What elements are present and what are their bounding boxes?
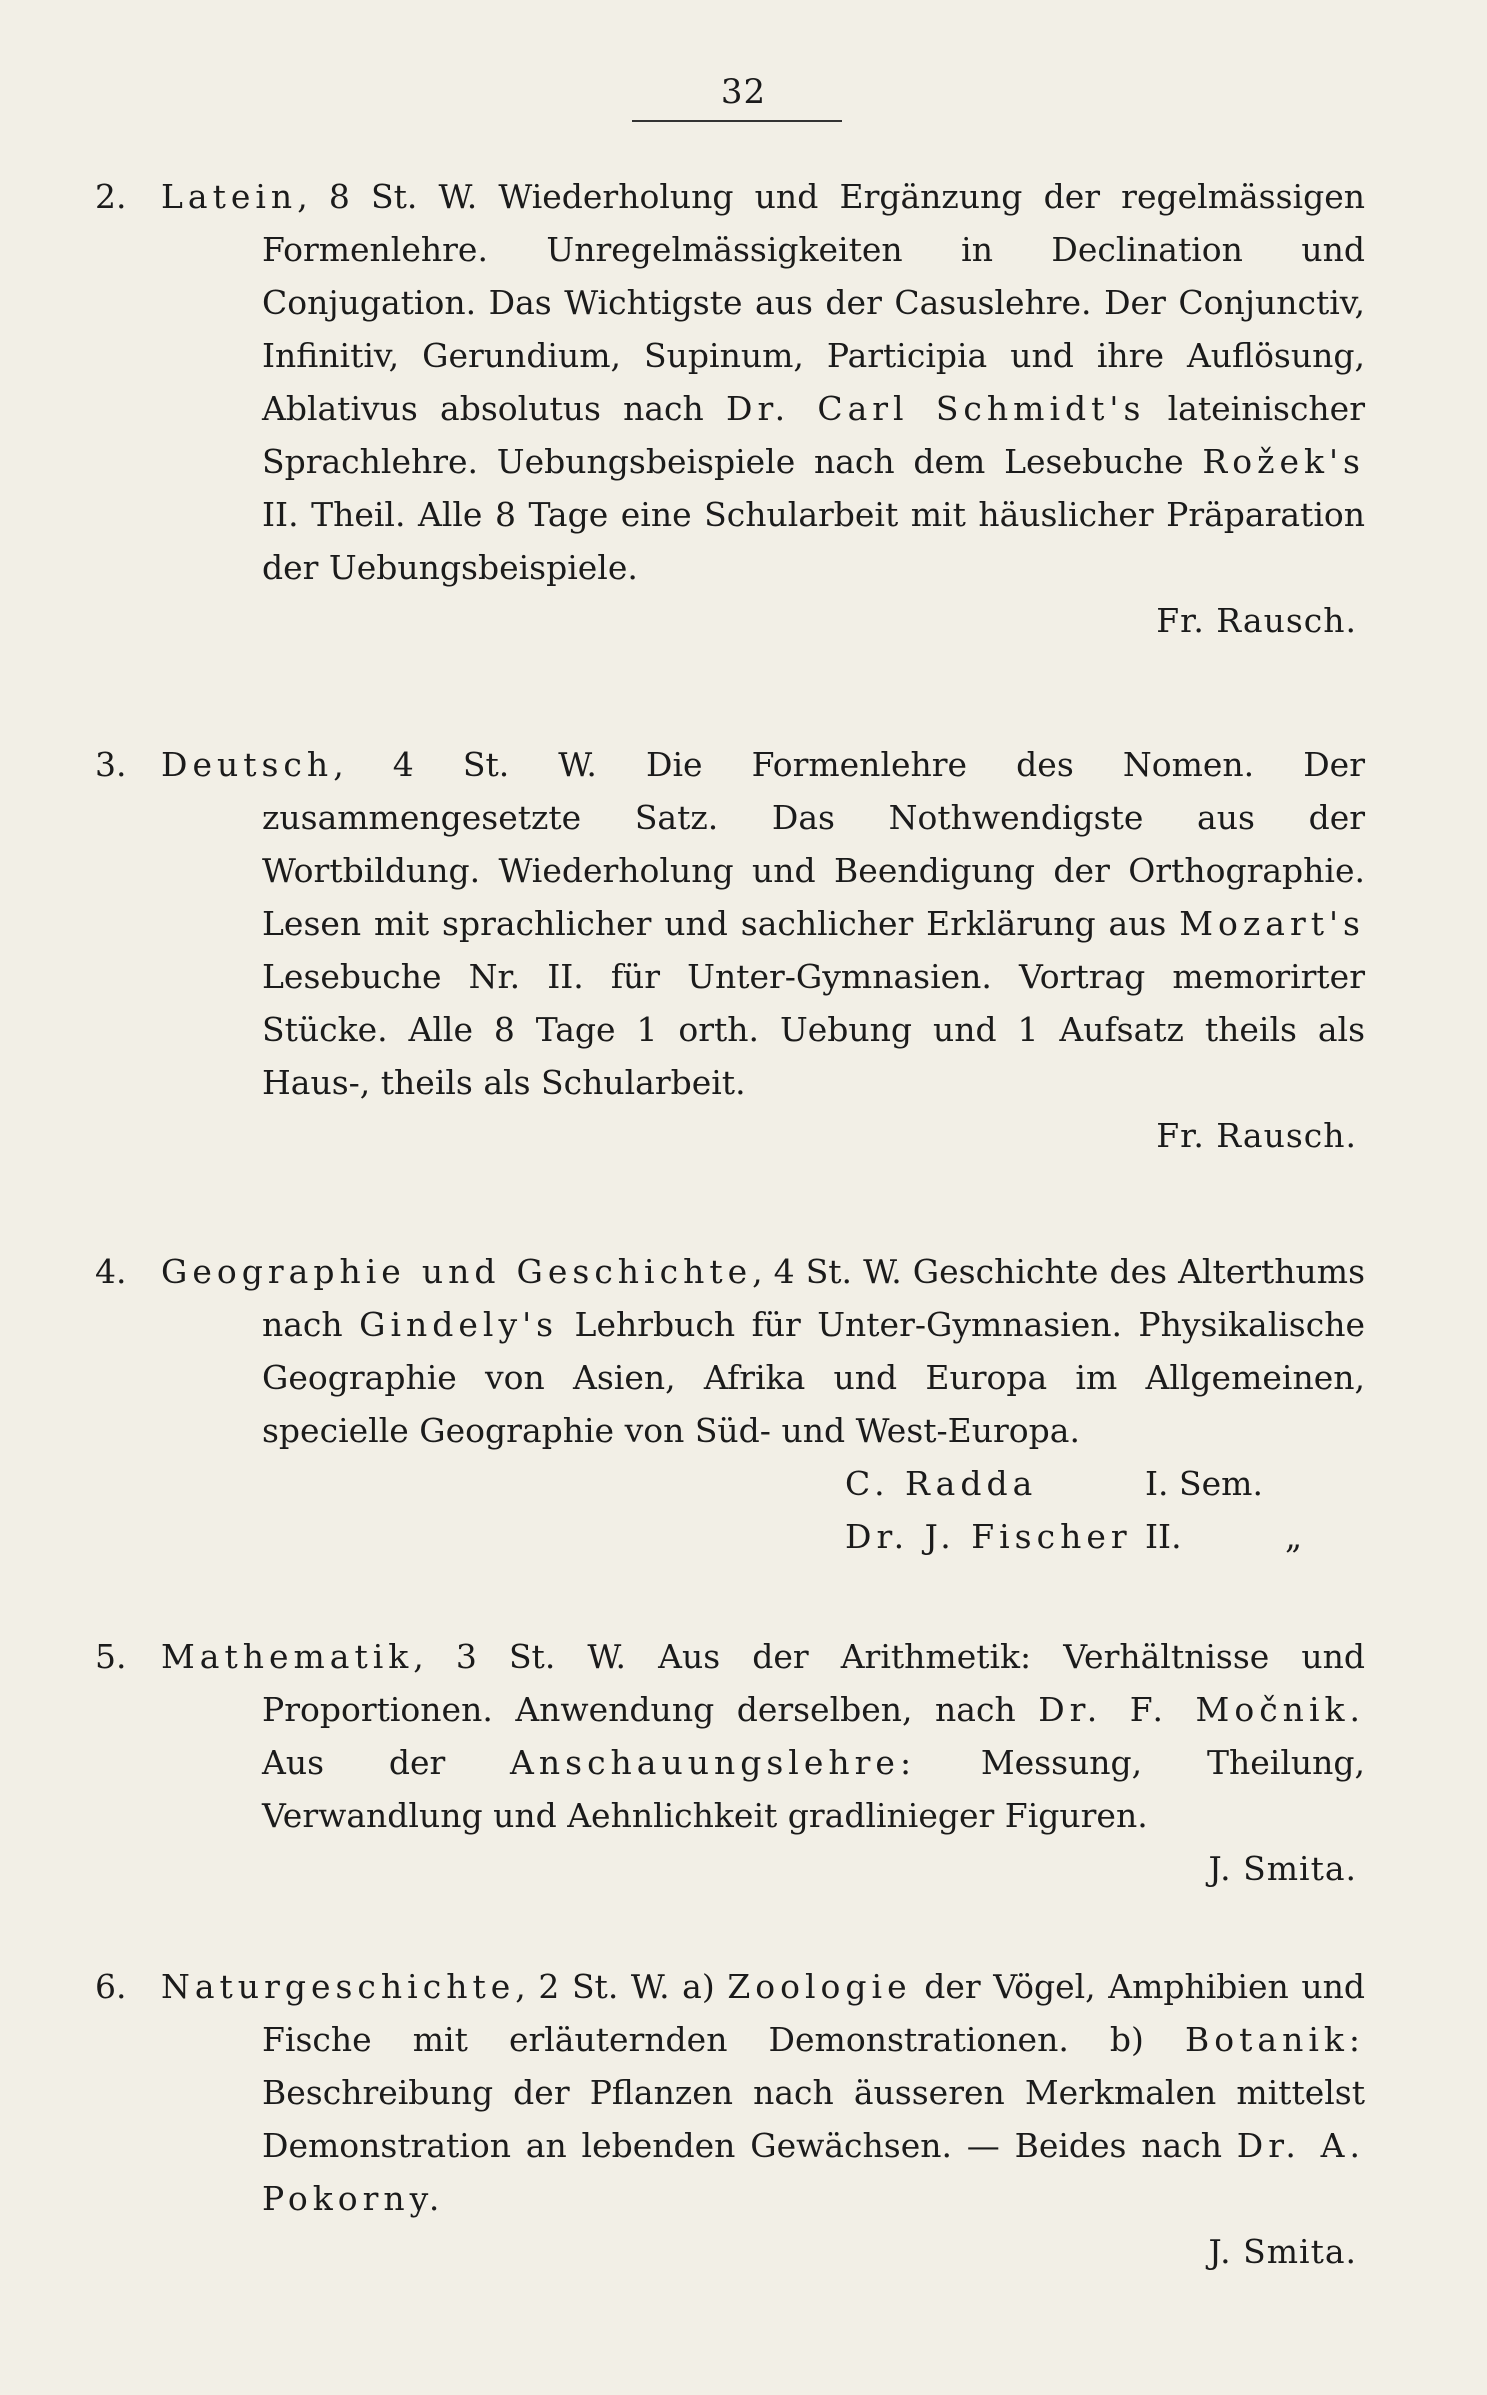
subject-name: Geographie und Geschichte <box>161 1252 753 1291</box>
text-part: Aus der Arithmetik: Verhältnisse und Proportionen. Anwendung derselben, nach <box>262 1637 1366 1729</box>
author-name: Rožek's <box>1202 442 1365 481</box>
hours: , 4 St. W. <box>752 1252 902 1291</box>
section-mathematik <box>95 1630 1365 1895</box>
teacher-name: C. Radda <box>845 1464 1038 1503</box>
hours: , 3 St. W. <box>413 1637 627 1676</box>
text-part: Geschichte des Alterthums nach <box>262 1252 1366 1344</box>
text-part: Lesebuche Nr. II. für Unter-Gymnasien. Vortrag memorirter Stücke. Alle 8 Tage 1 orth. Uebung und 1 Aufsatz theils als Haus-, theils als Schularbeit. <box>262 957 1365 1102</box>
section-number: 2. <box>95 177 127 216</box>
hours: , 2 St. W. <box>515 1967 670 2006</box>
teacher-list <box>845 1457 1365 1563</box>
author-name: Dr. A. Pokorny. <box>262 2126 1365 2218</box>
author-name: Mozart's <box>1179 904 1365 943</box>
section-geographie <box>95 1245 1365 1563</box>
section-body <box>95 1960 1365 2225</box>
section-number: 3. <box>95 745 127 784</box>
section-body <box>95 170 1365 594</box>
text-part: Die Formenlehre des Nomen. Der zusammengesetzte Satz. Das Nothwendigste aus der Wortbildung. Wiederholung und Beendigung der Orthographie. Lesen mit sprachlicher und sachlicher Erklärung aus <box>262 745 1365 943</box>
subject-name: Latein <box>161 177 298 216</box>
teacher-name: Fr. Rausch. <box>1156 601 1357 640</box>
emphasis: Zoologie <box>727 1967 912 2006</box>
text-part: Lehrbuch für Unter-Gymnasien. Physikalische Geographie von Asien, Afrika und Europa im Allgemeinen, specielle Geographie von Süd- und West-Europa. <box>262 1305 1365 1450</box>
page-number: 32 <box>720 72 767 112</box>
section-number: 4. <box>95 1252 127 1291</box>
text-part: Beschreibung der Pflanzen nach äusseren Merkmalen mittelst Demonstration an lebenden Gewächsen. — Beides nach <box>262 2073 1365 2165</box>
section-body <box>95 1630 1365 1842</box>
emphasis: Botanik: <box>1185 2020 1365 2059</box>
teacher-name: J. Smita. <box>1208 1849 1357 1888</box>
teacher-name: Fr. Rausch. <box>1156 1116 1357 1155</box>
hours: , 8 St. W. <box>297 177 478 216</box>
text-part: lateinischer Sprachlehre. Uebungsbeispiele nach dem Lesebuche <box>262 389 1365 481</box>
text-part: a) <box>669 1967 728 2006</box>
text-part: Aus der <box>262 1743 511 1782</box>
teacher-name: Dr. J. Fischer <box>845 1517 1132 1556</box>
author-name: Dr. Carl Schmidt's <box>726 389 1146 428</box>
section-naturgeschichte <box>95 1960 1365 2278</box>
header-rule <box>632 120 842 122</box>
text-part: Messung, Theilung, Verwandlung und Aehnlichkeit gradlinieger Figuren. <box>262 1743 1365 1835</box>
text-part: der Vögel, Amphibien und Fische mit erläuternden Demonstrationen. b) <box>262 1967 1366 2059</box>
subject-name: Naturgeschichte <box>161 1967 516 2006</box>
section-number: 5. <box>95 1637 127 1676</box>
text-part: Wiederholung und Ergänzung der regelmässigen Formenlehre. Unregelmässigkeiten in Declination und Conjugation. Das Wichtigste aus der Casuslehre. Der Conjunctiv, Infinitiv, Gerundium, Supinum, Participia und ihre Auflösung, Ablativus absolutus nach <box>262 177 1365 428</box>
teacher-name: J. Smita. <box>1208 2232 1357 2271</box>
semester: II. <box>1145 1517 1182 1556</box>
ditto-mark: „ <box>1285 1517 1303 1556</box>
emphasis: Anschauungslehre: <box>510 1743 917 1782</box>
subject-name: Mathematik <box>161 1637 414 1676</box>
semester: I. Sem. <box>1145 1464 1263 1503</box>
section-latein <box>95 170 1365 647</box>
section-body <box>95 738 1365 1109</box>
section-body <box>95 1245 1365 1457</box>
section-number: 6. <box>95 1967 127 2006</box>
author-name: Dr. F. Močnik. <box>1038 1690 1365 1729</box>
section-deutsch <box>95 738 1365 1162</box>
subject-name: Deutsch <box>161 745 334 784</box>
author-name: Gindely's <box>359 1305 559 1344</box>
hours: , 4 St. W. <box>333 745 597 784</box>
text-part: II. Theil. Alle 8 Tage eine Schularbeit mit häuslicher Präparation der Uebungsbeispiele. <box>262 495 1365 587</box>
